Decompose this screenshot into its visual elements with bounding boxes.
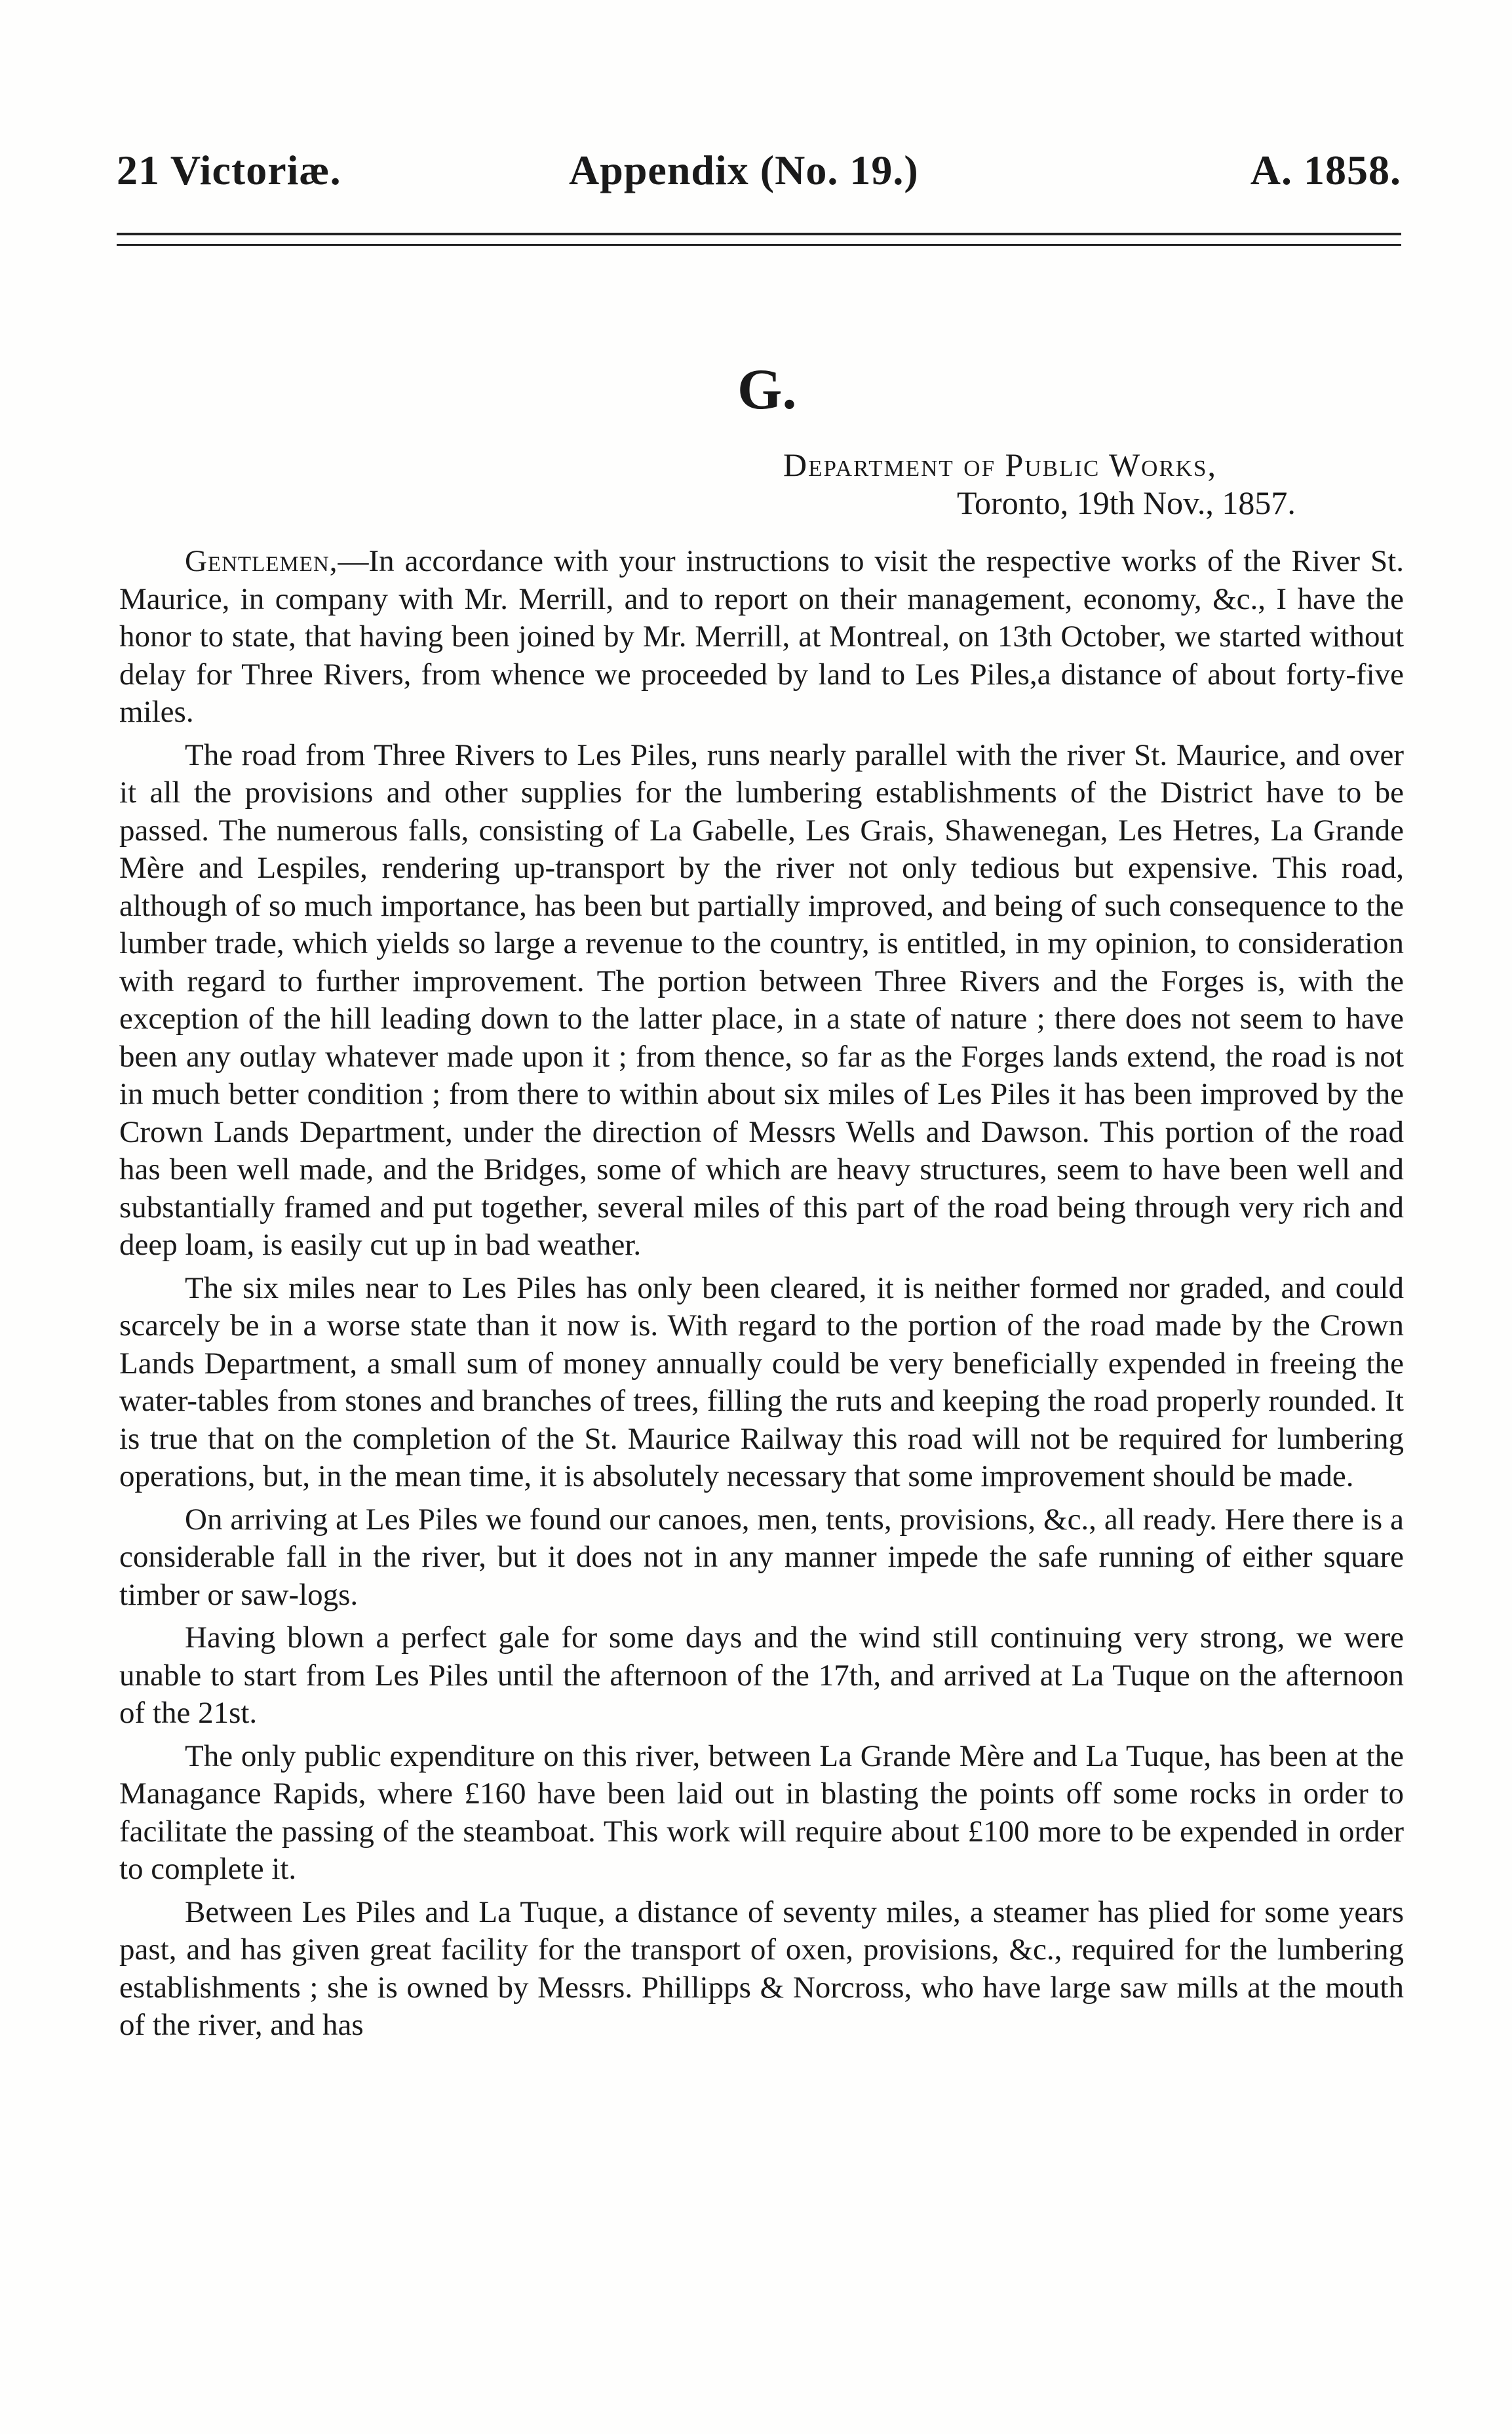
page-header [117, 141, 1401, 200]
paragraph-4: On arriving at Les Piles we found our canoes, men, tents, provisions, &c., all ready. Here there is a considerable fall in the river, but it does not in any manner impede the safe running of either square timber or saw-logs. [119, 1502, 1404, 1612]
paragraph-6: The only public expenditure on this river, between La Grande Mère and La Tuque, has been at the Managance Rapids, where £160 have been laid out in blasting the points off some rocks in order to facilitate the passing of the steamboat. This work will require about £100 more to be expended in order to complete it. [119, 1738, 1404, 1886]
department-name: Department of Public Works, [783, 446, 1217, 483]
header-rule-bottom [117, 244, 1401, 246]
paragraph-2: The road from Three Rivers to Les Piles, runs nearly parallel with the river St. Maurice, and over it all the provisions and other supplies for the lumbering establishments of the District have to be passed. The numerous falls, consisting of La Gabelle, Les Grais, Shawenegan, Les Hetres, La Grande Mère and Lespiles, rendering up-transport by the river not only tedious but expensive. This road, although of so much importance, has been but partially improved, and being of such consequence to the lumber trade, which yields so large a revenue to the country, is entitled, in my opinion, to consideration with regard to further improvement. The portion between Three Rivers and the Forges is, with the exception of the hill leading down to the latter place, in a state of nature ; there does not seem to have been any outlay whatever made upon it ; from thence, so far as the Forges lands extend, the road is not in much better condition ; from there to within about six miles of Les Piles it has been improved by the Crown Lands Department, under the direction of Messrs Wells and Dawson. This portion of the road has been well made, and the Bridges, some of which are heavy structures, seem to have been well and substantially framed and put together, several miles of this part of the road being through very rich and deep loam, is easily cut up in bad weather. [119, 737, 1404, 1262]
letter-body [119, 543, 1404, 2050]
paragraph-1 [119, 543, 1404, 732]
paragraph-1-text: —In accordance with your instructions to visit the respective works of the River St. Maurice, in company with Mr. Merrill, and to report on their management, economy, &c., I have the honor to state, that having been joined by Mr. Merrill, at Montreal, on 13th October, we started without delay for Three Rivers, from whence we proceeded by land to Les Piles,a distance of about forty-five miles. [119, 544, 1404, 729]
header-session: 21 Victoriæ. [117, 147, 341, 193]
paragraph-3: The six miles near to Les Piles has only been cleared, it is neither formed nor graded, and could scarcely be in a worse state than it now is. With regard to the portion of the road made by the Crown Lands Department, a small sum of money annually could be very beneficially expended in freeing the water-tables from stones and branches of trees, filling the ruts and keeping the road properly rounded. It is true that on the completion of the St. Maurice Railway this road will not be required for lumbering operations, but, in the mean time, it is absolutely necessary that some improvement should be made. [119, 1270, 1404, 1493]
section-letter: G. [737, 358, 797, 422]
paragraph-5: Having blown a perfect gale for some days and the wind still continuing very strong, we were unable to start from Les Piles until the afternoon of the 17th, and arrived at La Tuque on the afternoon of the 21st. [119, 1620, 1404, 1730]
paragraph-7: Between Les Piles and La Tuque, a distance of seventy miles, a steamer has plied for some years past, and has given great facility for the transport of oxen, provisions, &c., required for the lumbering establishments ; she is owned by Messrs. Phillipps & Norcross, who have large saw mills at the mouth of the river, and has [119, 1894, 1404, 2042]
letter-dateline [783, 446, 1296, 522]
header-appendix: Appendix (No. 19.) [569, 147, 919, 193]
place-date: Toronto, 19th Nov., 1857. [957, 484, 1296, 521]
header-rule-top [117, 233, 1401, 235]
salutation: Gentlemen, [185, 544, 338, 578]
header-year: A. 1858. [1250, 147, 1401, 193]
